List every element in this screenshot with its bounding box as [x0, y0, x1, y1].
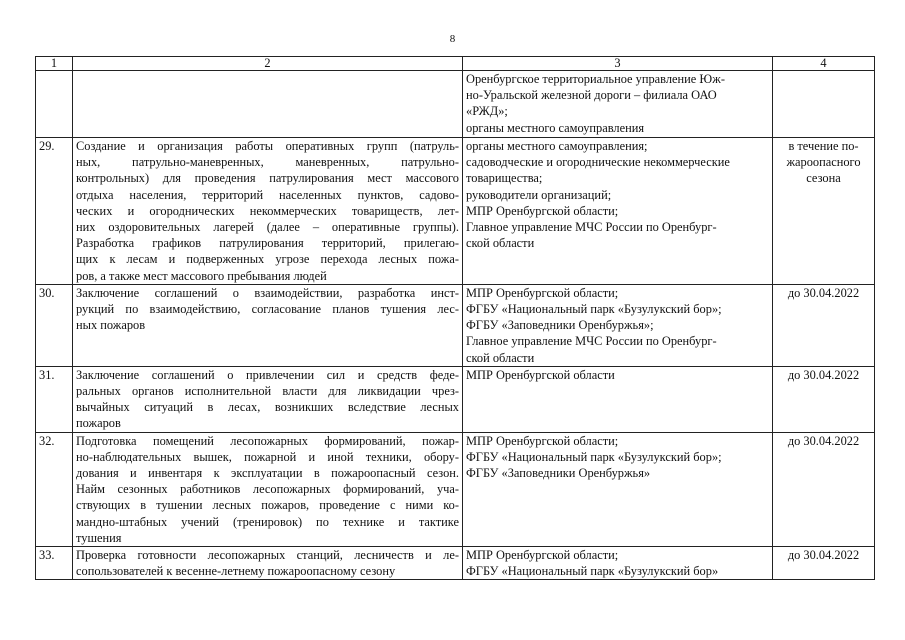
action-line: отдыха населения, территорий населенных пунктов, садово-: [76, 187, 459, 202]
action-line: Подготовка помещений лесопожарных формирований, пожар-: [76, 433, 459, 448]
action-line: дования и инвентаря к эксплуатации в пожароопасный сезон.: [76, 466, 459, 481]
action-line: ческих и огороднических некоммерческих товариществ, лет-: [76, 203, 459, 218]
action-line: контрольных) для проведения патрулирования мест массового: [76, 171, 459, 186]
responsible-line: ФГБУ «Национальный парк «Бузулукский бор»: [466, 564, 719, 579]
responsible-line: Главное управление МЧС России по Оренбург-: [466, 334, 717, 349]
action-line: вычайных ситуаций в лесах, возникших вследствие лесных: [76, 400, 459, 415]
row-number: 33.: [36, 547, 73, 580]
action-line: сопользователей к весенне-летнему пожароопасному сезону: [76, 564, 396, 579]
action-line: Заключение соглашений о взаимодействии, разработка инст-: [76, 285, 459, 300]
action-cell: [73, 284, 463, 366]
action-line: них оздоровительных лагерей (далее – оперативные группы).: [76, 220, 459, 235]
header-col-2: 2: [73, 57, 463, 71]
responsible-cell: [463, 432, 773, 546]
row-number: 31.: [36, 366, 73, 432]
term-cell: [773, 284, 875, 366]
responsible-line: ФГБУ «Заповедники Оренбуржья»: [466, 466, 651, 481]
term-cell: [773, 71, 875, 138]
term-line: сезона: [806, 171, 841, 186]
responsible-line: органы местного самоуправления;: [466, 139, 648, 153]
responsible-line: органы местного самоуправления: [466, 120, 645, 135]
action-line: но-наблюдательных вышек, пожарной и иной техники, обору-: [76, 449, 459, 464]
action-line: Найм сезонных работников лесопожарных формирований, уча-: [76, 482, 459, 497]
action-line: рукций по взаимодействию, согласование планов тушения лес-: [76, 302, 459, 317]
table-row: [36, 71, 875, 138]
table-row: [36, 284, 875, 366]
row-number: [36, 71, 73, 138]
term-cell: [773, 547, 875, 580]
action-cell: [73, 71, 463, 138]
responsible-line: ской области: [466, 350, 535, 365]
term-cell: [773, 432, 875, 546]
responsible-line: товарищества;: [466, 171, 543, 186]
responsible-line: Главное управление МЧС России по Оренбург-: [466, 220, 717, 235]
responsible-line: МПР Оренбургской области: [466, 367, 615, 382]
responsible-cell: [463, 547, 773, 580]
term-cell: [773, 366, 875, 432]
table-row: [36, 547, 875, 580]
table-header-row: [36, 57, 875, 71]
table-row: [36, 366, 875, 432]
responsible-cell: [463, 366, 773, 432]
action-line: ных пожаров: [76, 318, 146, 333]
responsible-cell: [463, 138, 773, 285]
measures-table: [35, 56, 875, 580]
header-col-3: 3: [463, 57, 773, 71]
action-line: ных, патрульно-маневренных, маневренных, патрульно-: [76, 155, 459, 170]
action-cell: [73, 547, 463, 580]
responsible-line: «РЖД»;: [466, 104, 508, 119]
action-line: щих к лесам и подверженных угрозе перехода лесных пожа-: [76, 252, 459, 267]
responsible-line: Оренбургское территориальное управление Юж-: [466, 72, 725, 86]
row-number: 30.: [36, 284, 73, 366]
row-number: 29.: [36, 138, 73, 285]
responsible-cell: [463, 284, 773, 366]
action-line: ров, а также мест массового пребывания людей: [76, 268, 327, 283]
term-cell: [773, 138, 875, 285]
action-line: пожаров: [76, 416, 121, 431]
term-line: до 30.04.2022: [787, 285, 860, 300]
action-line: Создание и организация работы оперативных групп (патруль-: [76, 139, 459, 153]
action-line: Проверка готовности лесопожарных станций, лесничеств и ле-: [76, 548, 459, 563]
term-line: до 30.04.2022: [787, 548, 860, 563]
responsible-line: ской области: [466, 236, 535, 251]
table-row: [36, 432, 875, 546]
action-line: ствующих в тушении лесных пожаров, проведение с ними ко-: [76, 498, 459, 513]
responsible-line: ФГБУ «Заповедники Оренбуржья»;: [466, 318, 654, 333]
responsible-line: но-Уральской железной дороги – филиала ОАО: [466, 88, 717, 103]
term-line: в течение по-: [788, 139, 859, 153]
responsible-line: садоводческие и огороднические некоммерческие: [466, 155, 730, 170]
responsible-line: ФГБУ «Национальный парк «Бузулукский бор»;: [466, 449, 722, 464]
row-number: 32.: [36, 432, 73, 546]
responsible-cell: [463, 71, 773, 138]
page-number: 8: [449, 33, 456, 45]
term-line: до 30.04.2022: [787, 433, 860, 448]
term-line: до 30.04.2022: [787, 367, 860, 382]
action-cell: [73, 366, 463, 432]
action-line: тушения: [76, 530, 122, 545]
action-cell: [73, 138, 463, 285]
responsible-line: МПР Оренбургской области;: [466, 433, 619, 448]
action-line: Разработка графиков патрулирования территорий, прилегаю-: [76, 236, 459, 251]
table-row: [36, 138, 875, 285]
action-cell: [73, 432, 463, 546]
header-col-4: 4: [773, 57, 875, 71]
action-line: мандно-штабных учений (тренировок) по технике и тактике: [76, 514, 459, 529]
term-line: жароопасного: [786, 155, 861, 170]
responsible-line: МПР Оренбургской области;: [466, 203, 619, 218]
action-line: ральных органов исполнительной власти для ликвидации чрез-: [76, 384, 459, 399]
action-line: Заключение соглашений о привлечении сил и средств феде-: [76, 367, 459, 382]
header-col-1: 1: [36, 57, 73, 71]
responsible-line: руководители организаций;: [466, 187, 612, 202]
responsible-line: МПР Оренбургской области;: [466, 548, 619, 563]
responsible-line: ФГБУ «Национальный парк «Бузулукский бор»;: [466, 302, 722, 317]
responsible-line: МПР Оренбургской области;: [466, 285, 619, 300]
